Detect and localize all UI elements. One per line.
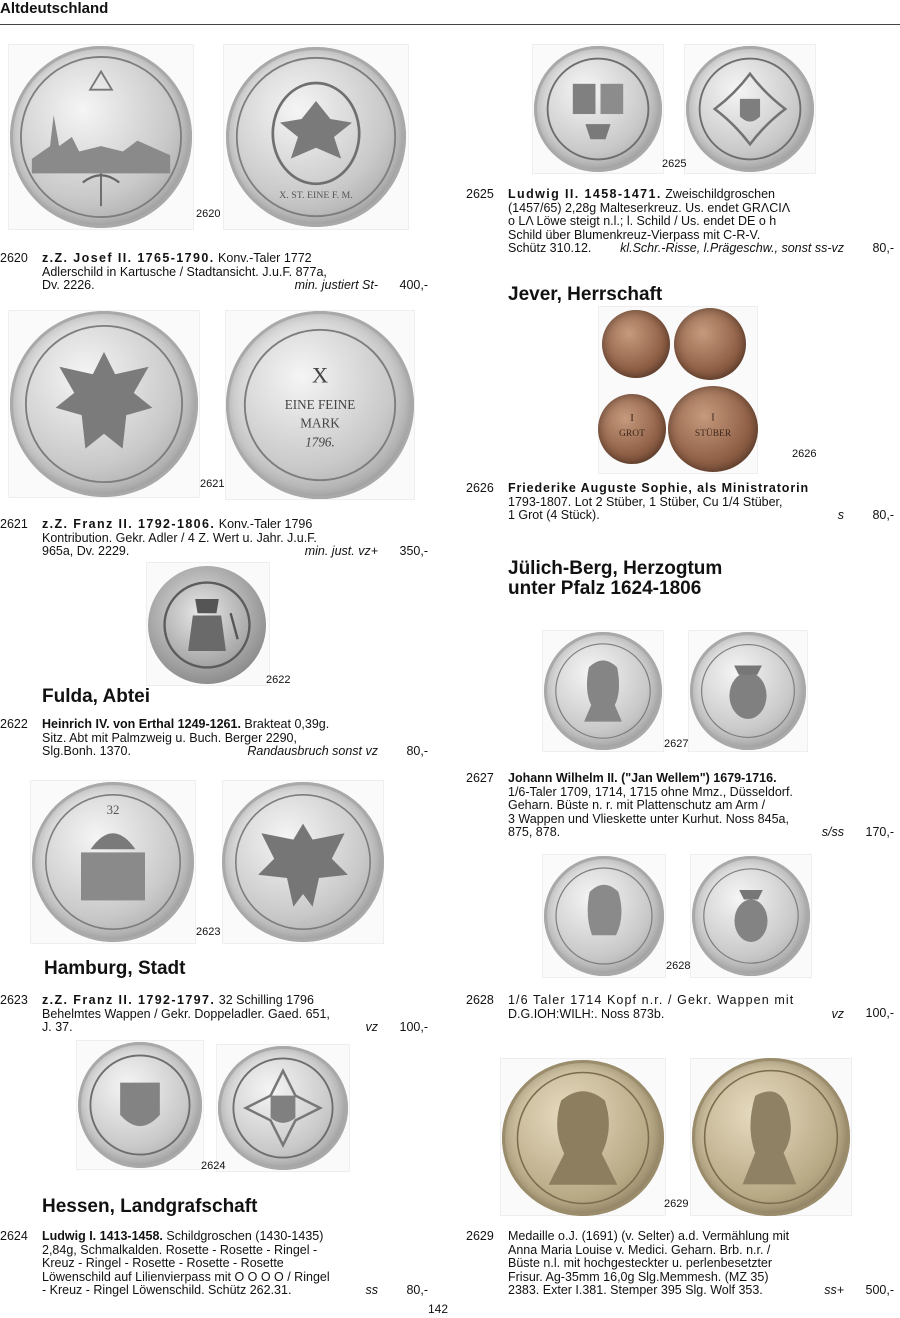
coin-reverse-flower-cross — [686, 46, 814, 172]
lot-grade: s/ss — [821, 825, 844, 839]
coin-obverse-two-shields — [534, 46, 662, 172]
lot-text: 32 Schilling 1796 — [215, 993, 314, 1007]
lot-price: 80,- — [406, 744, 428, 758]
lot-text: o LΛ Löwe steigt n.l.; l. Schild / Us. endet DE o h — [508, 214, 777, 228]
coin-copper-grot — [598, 394, 666, 464]
lot-text: Kontribution. Gekr. Adler / 4 Z. Wert u. Jahr. J.u.F. — [42, 530, 317, 545]
svg-text:EINE FEINE: EINE FEINE — [284, 396, 356, 412]
coin-bracteate-abbot — [148, 566, 266, 684]
lot-text: 2,84g, Schmalkalden. Rosette - Rosette - Ringel - — [42, 1242, 318, 1257]
coin-reverse-three-shields — [690, 632, 806, 750]
lot-2627 — [466, 772, 894, 842]
svg-text:I: I — [630, 411, 634, 424]
coin-reverse-value — [226, 311, 414, 499]
image-number-tag: 2628 — [666, 960, 691, 972]
svg-text:GROT: GROT — [619, 428, 645, 439]
lot-number: 2624 — [0, 1229, 28, 1243]
lot-text: Büste n.l. mit hochgesteckter u. perlenbesetzter — [508, 1256, 773, 1270]
section-heading-juelich-line1: Jülich-Berg, Herzogtum — [508, 558, 723, 579]
lot-number: 2627 — [466, 771, 494, 785]
coin-copper-stueber-2 — [668, 386, 758, 472]
svg-text:X: X — [311, 362, 329, 388]
section-heading-hessen: Hessen, Landgrafschaft — [42, 1196, 258, 1217]
svg-text:32: 32 — [106, 803, 120, 817]
image-number-tag: 2629 — [664, 1198, 689, 1210]
page-number: 142 — [428, 1302, 449, 1316]
lot-text: Kreuz - Ringel - Rosette - Rosette - Rosette — [42, 1256, 284, 1270]
lot-text: Löwenschild auf Lilienvierpass mit O O O O / Ringel — [42, 1269, 330, 1284]
lot-text: Frisur. Ag-35mm 16,0g Slg.Memmesh. (MZ 35) — [508, 1269, 769, 1284]
lot-price: 350,- — [399, 544, 428, 558]
lot-title: 1/6 Taler 1714 Kopf n.r. / Gekr. Wappen mit — [508, 993, 795, 1007]
section-heading-fulda: Fulda, Abtei — [42, 686, 151, 707]
lot-text: Konv.-Taler 1772 — [214, 251, 312, 265]
lot-text: 875, 878. — [508, 825, 561, 839]
lot-2624 — [0, 1230, 430, 1300]
lot-grade: s — [837, 508, 844, 522]
lot-price: 80,- — [872, 508, 894, 522]
lot-title: Johann Wilhelm II. ("Jan Wellem") 1679-1716. — [508, 771, 777, 785]
lot-text: Konv.-Taler 1796 — [215, 517, 313, 531]
lot-grade: vz — [365, 1020, 378, 1034]
lot-2621 — [0, 518, 430, 560]
image-number-tag: 2627 — [664, 738, 689, 750]
coin-copper-stueber-arms — [674, 308, 746, 380]
image-number-tag: 2625 — [662, 158, 687, 170]
lot-number: 2626 — [466, 481, 494, 495]
lot-title: Heinrich IV. von Erthal 1249-1261. — [42, 717, 241, 731]
svg-text:I: I — [711, 412, 715, 424]
lot-text: Behelmtes Wappen / Gekr. Doppeladler. Gaed. 651, — [42, 1006, 330, 1021]
coin-obverse-eagle — [10, 311, 198, 497]
section-heading-jever: Jever, Herrschaft — [508, 284, 663, 305]
lot-2625 — [466, 188, 894, 258]
page-header-title: Altdeutschland — [0, 0, 109, 17]
lot-text: 2383. Exter I.381. Stemper 395 Slg. Wolf 353. — [508, 1283, 763, 1297]
lot-text: 965a, Dv. 2229. — [42, 544, 130, 558]
lot-grade: ss+ — [824, 1283, 844, 1297]
lot-number: 2620 — [0, 251, 28, 265]
lot-text: Sitz. Abt mit Palmzweig u. Buch. Berger 2290, — [42, 730, 297, 745]
lot-text: (1457/65) 2,28g Malteserkreuz. Us. endet GRΛCIΛ — [508, 200, 791, 215]
image-number-tag: 2622 — [266, 674, 291, 686]
lot-grade: Randausbruch sonst vz — [247, 744, 378, 758]
image-number-tag: 2621 — [200, 478, 225, 490]
svg-text:1796.: 1796. — [305, 434, 335, 450]
lot-title: Ludwig II. 1458-1471. — [508, 187, 662, 201]
lot-text: J. 37. — [42, 1020, 73, 1034]
lot-2629 — [466, 1230, 894, 1300]
lot-title: Ludwig I. 1413-1458. — [42, 1229, 163, 1243]
lot-2620 — [0, 252, 430, 294]
coin-obverse-bust — [544, 632, 662, 750]
lot-number: 2621 — [0, 517, 28, 531]
lot-number: 2625 — [466, 187, 494, 201]
header-rule — [0, 24, 900, 25]
lot-text: Brakteat 0,39g. — [240, 717, 330, 731]
lot-text: Anna Maria Louise v. Medici. Geharn. Brb. n.r. / — [508, 1242, 771, 1257]
lot-title: z.Z. Josef II. 1765-1790. — [42, 251, 215, 265]
lot-title: Friederike Auguste Sophie, als Ministratorin — [508, 481, 809, 495]
lot-text: Slg.Bonh. 1370. — [42, 744, 131, 758]
lot-text: Geharn. Büste n. r. mit Plattenschutz am Arm / — [508, 798, 766, 812]
section-heading-juelich-line2: unter Pfalz 1624-1806 — [508, 578, 702, 599]
image-number-tag: 2620 — [196, 208, 221, 220]
lot-number: 2623 — [0, 993, 28, 1007]
lot-title: Medaille o.J. (1691) (v. Selter) a.d. Vermählung mit — [508, 1229, 790, 1243]
lot-price: 80,- — [406, 1283, 428, 1297]
lot-text: D.G.IOH:WILH:. Noss 873b. — [508, 1006, 665, 1021]
lot-text: 1 Grot (4 Stück). — [508, 508, 600, 522]
lot-text: 3 Wappen und Vlieskette unter Kurhut. Noss 845a, — [508, 811, 789, 826]
lot-title: z.Z. Franz II. 1792-1797. — [42, 993, 216, 1007]
lot-text: - Kreuz - Ringel Löwenschild. Schütz 262.31. — [42, 1283, 292, 1297]
coin-reverse-crowned-arms — [692, 856, 810, 976]
lot-text: Adlerschild in Kartusche / Stadtansicht. J.u.F. 877a, — [42, 264, 327, 279]
lot-price: 100,- — [399, 1020, 428, 1034]
lot-grade: vz — [831, 1006, 844, 1021]
lot-price: 500,- — [865, 1283, 894, 1297]
lot-price: 170,- — [865, 825, 894, 839]
lot-price: 100,- — [865, 1006, 894, 1020]
lot-2623 — [0, 994, 430, 1036]
medal-obverse-bust — [502, 1060, 664, 1216]
lot-text: 1793-1807. Lot 2 Stüber, 1 Stüber, Cu 1/4 Stüber, — [508, 494, 783, 509]
coin-obverse-arms — [32, 782, 194, 942]
lot-text: Schütz 310.12. — [508, 241, 592, 255]
lot-title: z.Z. Franz II. 1792-1806. — [42, 517, 216, 531]
lot-text: 1/6-Taler 1709, 1714, 1715 ohne Mmz., Düsseldorf. — [508, 784, 793, 799]
lot-grade: kl.Schr.-Risse, l.Prägeschw., sonst ss-vz — [620, 241, 844, 255]
coin-obverse-lion-shield — [78, 1042, 202, 1168]
image-number-tag: 2623 — [196, 926, 221, 938]
coin-copper-stueber — [602, 310, 670, 378]
svg-text:MARK: MARK — [300, 415, 340, 431]
coin-reverse-lion-shield — [218, 1046, 348, 1170]
lot-number: 2629 — [466, 1229, 494, 1243]
coin-obverse-head — [544, 856, 664, 976]
coin-reverse-eagle-shield — [226, 47, 406, 227]
lot-2626 — [466, 482, 894, 524]
lot-text: Schildgroschen (1430-1435) — [162, 1229, 324, 1243]
lot-price: 80,- — [872, 241, 894, 255]
lot-text: Zweischildgroschen — [661, 187, 776, 201]
coin-obverse-city-view — [10, 46, 192, 228]
image-number-tag: 2624 — [201, 1160, 226, 1172]
svg-text:STÜBER: STÜBER — [694, 428, 732, 439]
lot-grade: min. justiert St- — [294, 278, 378, 292]
lot-number: 2622 — [0, 717, 28, 731]
lot-text: Dv. 2226. — [42, 278, 95, 292]
section-heading-hamburg: Hamburg, Stadt — [44, 958, 186, 979]
svg-text:X. ST. EINE F. M.: X. ST. EINE F. M. — [279, 190, 353, 202]
lot-grade: ss — [365, 1283, 378, 1297]
image-number-tag: 2626 — [792, 448, 817, 460]
lot-text: Schild über Blumenkreuz-Vierpass mit C-R-V. — [508, 227, 761, 242]
medal-reverse-bust — [692, 1058, 850, 1216]
lot-2628 — [466, 994, 894, 1022]
lot-number: 2628 — [466, 993, 494, 1007]
coin-reverse-double-eagle — [222, 782, 384, 942]
lot-grade: min. just. vz+ — [304, 544, 378, 558]
lot-price: 400,- — [399, 278, 428, 292]
lot-2622 — [0, 718, 430, 760]
